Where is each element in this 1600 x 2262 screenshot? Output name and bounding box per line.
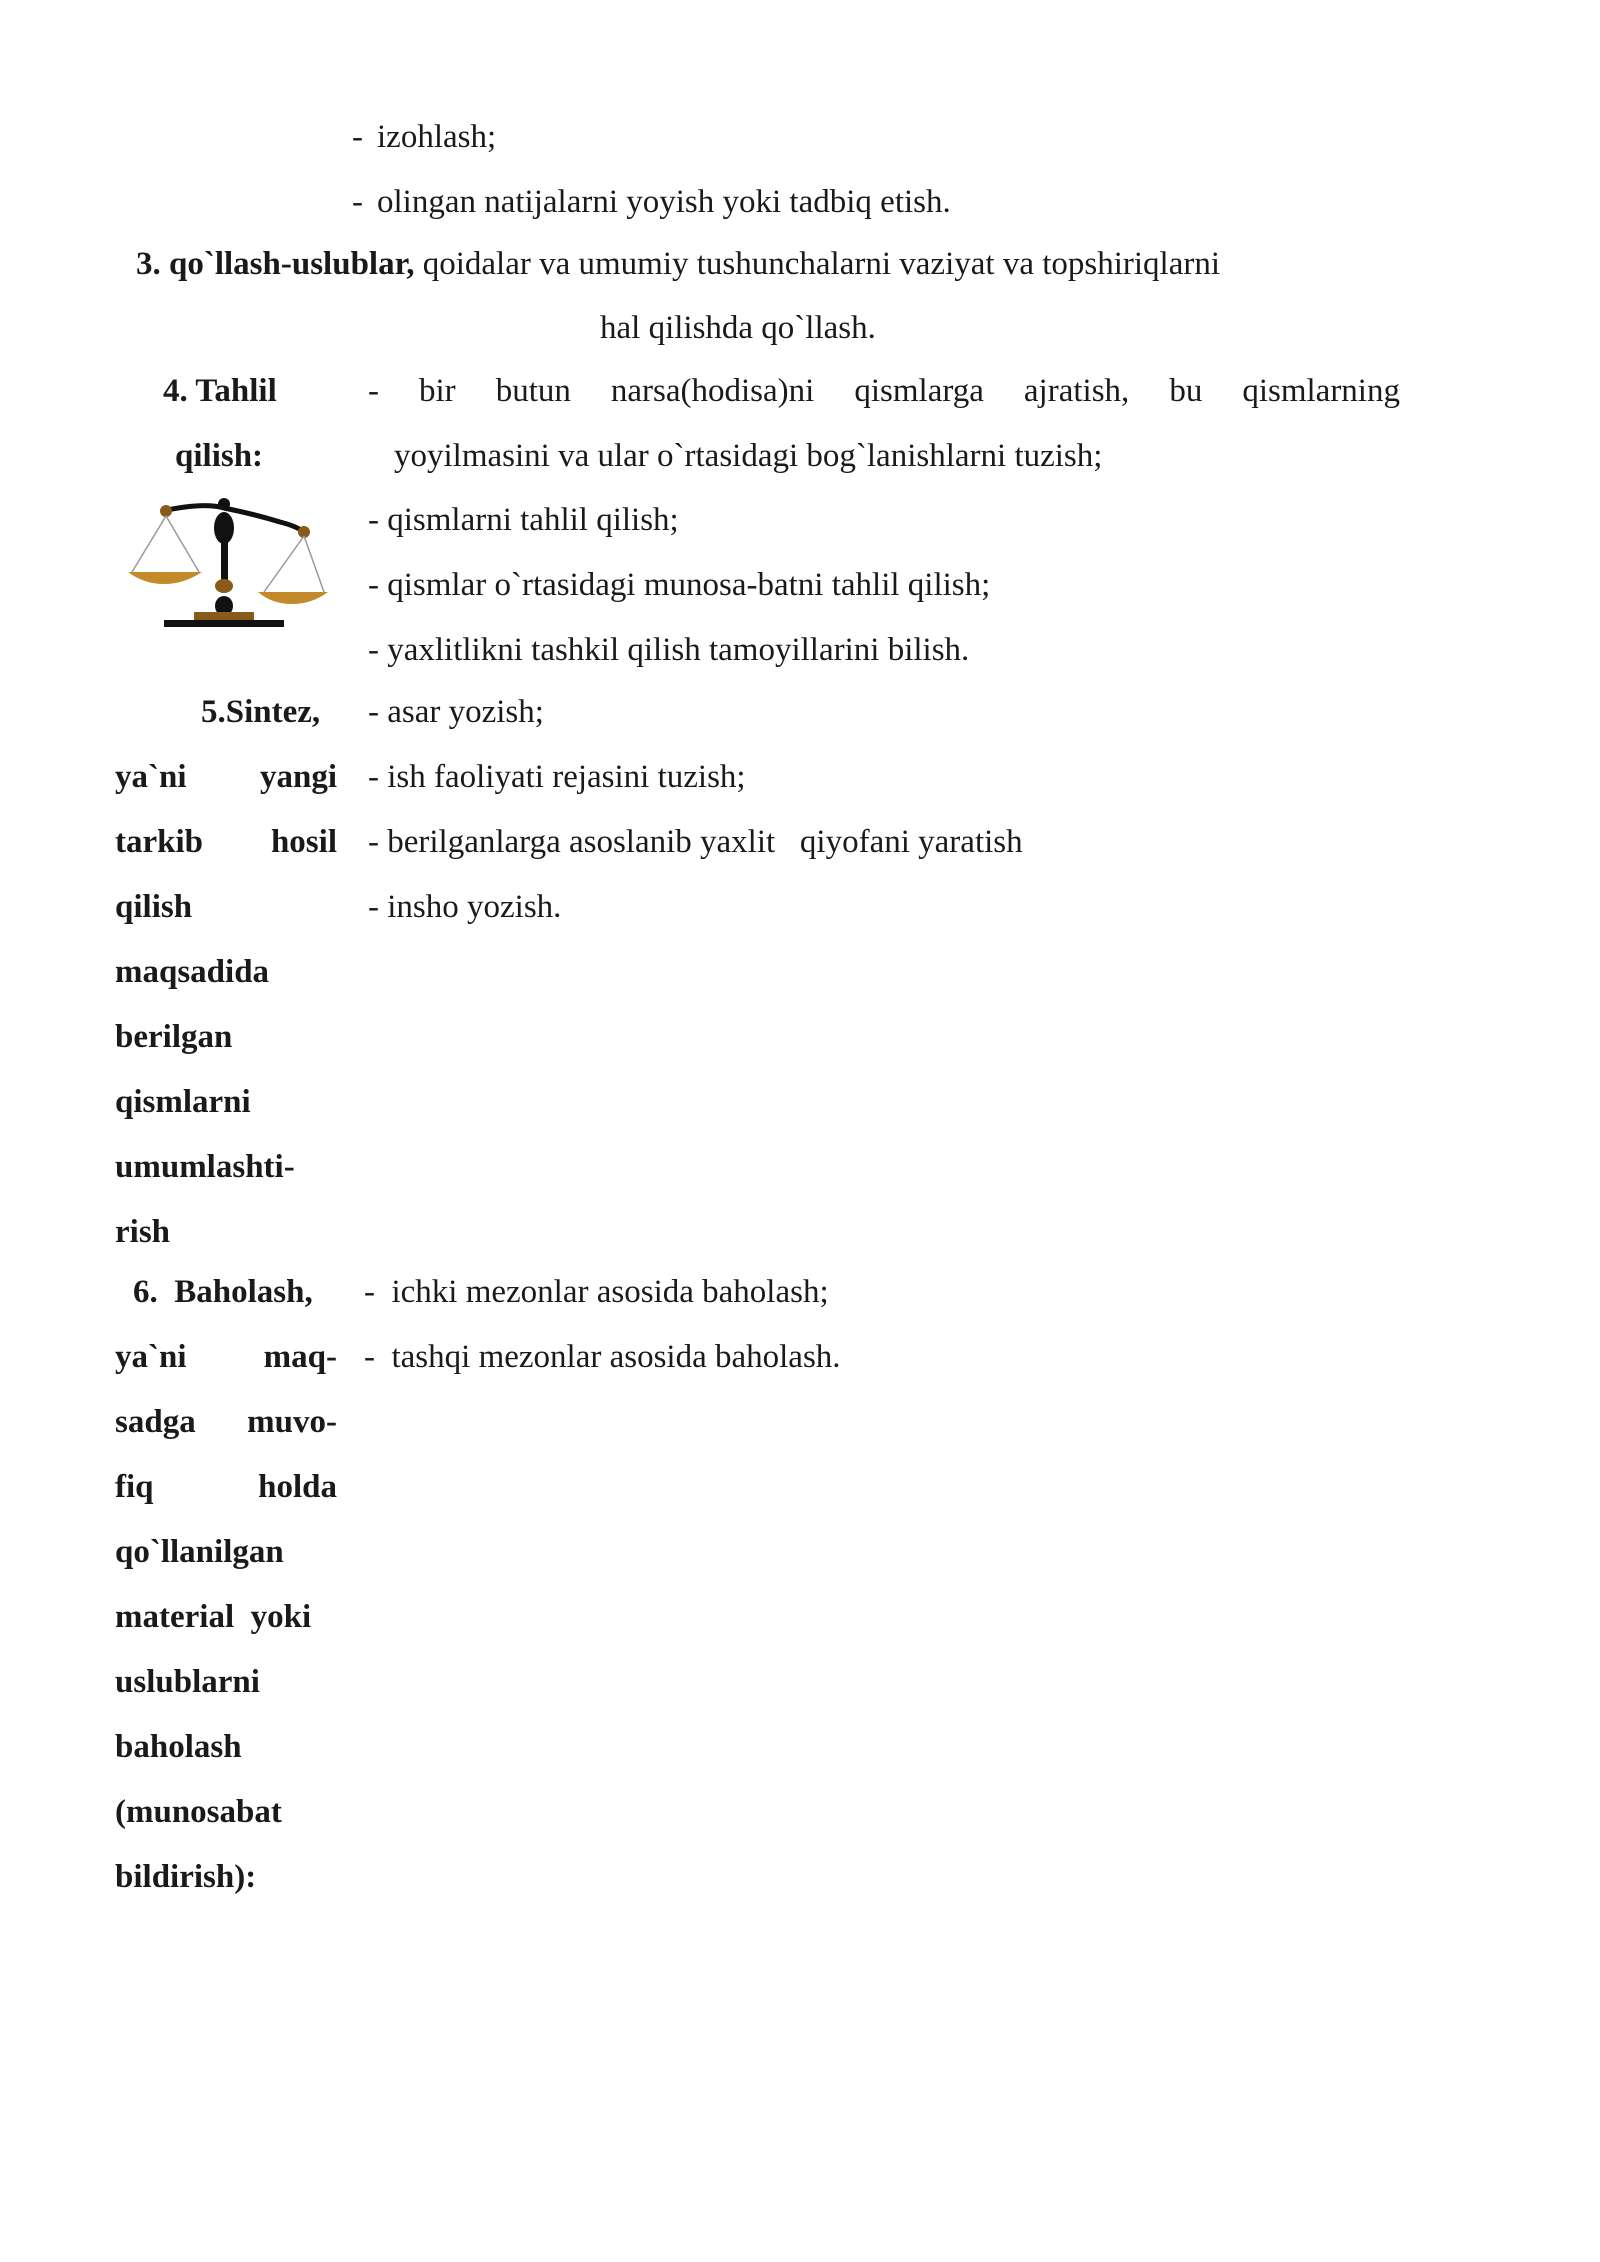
list-item: - qismlarni tahlil qilish; [368, 502, 679, 538]
item5-label-word: rish [115, 1214, 171, 1250]
item6-label-row: fiq holda [115, 1469, 337, 1505]
list-item: - berilganlarga asoslanib yaxlit qiyofani yaratish [368, 824, 1023, 860]
list-item: - olingan natijalarni yoyish yoki tadbiq etish. [352, 184, 951, 220]
scales-icon [124, 494, 329, 636]
item5-label-word: qismlarni [115, 1084, 251, 1120]
item6-label-row: ya`ni maq- [115, 1339, 337, 1375]
item6-label-word: uslublarni [115, 1664, 260, 1700]
list-item: - qismlar o`rtasidagi munosa-batni tahlil qilish; [368, 567, 991, 603]
item5-label-word: berilgan [115, 1019, 233, 1055]
item5-label-word: umumlashti- [115, 1149, 295, 1185]
item3-heading: 3. qo`llash-uslublar, [136, 246, 415, 282]
item4-line1: - bir butun narsa(hodisa)ni qismlarga ajratish, bu qismlarning [368, 373, 1400, 409]
list-item: - ichki mezonlar asosida baholash; [364, 1274, 829, 1310]
item6-label-row: sadga muvo- [115, 1404, 337, 1440]
item3-line1: 3. qo`llash-uslublar, qoidalar va umumiy tushunchalarni vaziyat va topshiriqlarni [136, 246, 1221, 282]
item6-label: 6. Baholash, [133, 1274, 313, 1310]
item6-label-word: baholash [115, 1729, 242, 1765]
list-item: - yaxlitlikni tashkil qilish tamoyillarini bilish. [368, 632, 970, 668]
list-item: - tashqi mezonlar asosida baholash. [364, 1339, 841, 1375]
list-item: - insho yozish. [368, 889, 562, 925]
list-item: - ish faoliyati rejasini tuzish; [368, 759, 746, 795]
list-item: - izohlash; [352, 119, 497, 155]
item5-label-row: ya`ni yangi [115, 759, 337, 795]
item6-label-word: material yoki [115, 1599, 312, 1635]
item6-label-word: qo`llanilgan [115, 1534, 284, 1570]
item4-label-2: qilish: [175, 438, 264, 474]
list-item: - asar yozish; [368, 694, 544, 730]
item5-label-row: tarkib hosil [115, 824, 337, 860]
item5-label-word: maqsadida [115, 954, 270, 990]
item5-label-word: qilish [115, 889, 193, 925]
item6-label-word: bildirish): [115, 1859, 257, 1895]
item4-label: 4. Tahlil [163, 373, 277, 409]
item4-line1b: yoyilmasini va ular o`rtasidagi bog`lanishlarni tuzish; [394, 438, 1103, 474]
item5-label: 5.Sintez, [201, 694, 321, 730]
item6-label-word: (munosabat [115, 1794, 282, 1830]
item3-line2: hal qilishda qo`llash. [600, 310, 876, 346]
